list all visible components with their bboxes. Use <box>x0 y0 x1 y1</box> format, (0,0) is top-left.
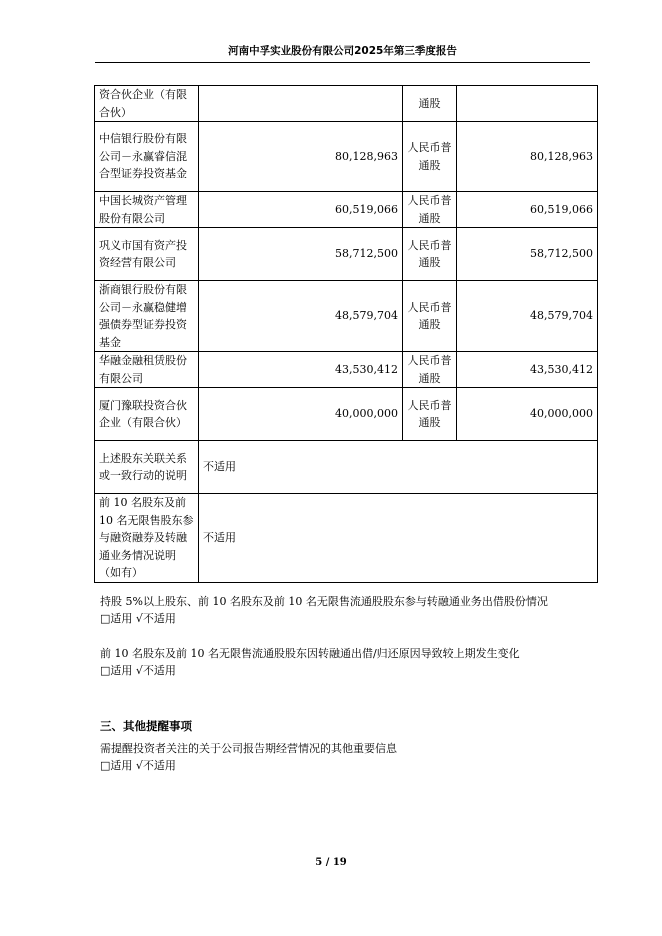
holder-name: 华融金融租赁股份有限公司 <box>95 352 199 388</box>
holder-name: 中信银行股份有限公司－永赢睿信混合型证券投资基金 <box>95 122 199 192</box>
table-row <box>95 388 598 441</box>
share-type: 人民币普通股 <box>403 281 457 352</box>
section-3 <box>100 740 397 774</box>
share-count: 60,519,066 <box>457 192 598 228</box>
section-1-text: 持股 5%以上股东、前 10 名股东及前 10 名无限售流通股股东参与转融通业务出借股份情况 <box>100 595 548 608</box>
share-type: 人民币普通股 <box>403 388 457 441</box>
holder-quantity: 80,128,963 <box>199 122 403 192</box>
holder-quantity: 60,519,066 <box>199 192 403 228</box>
section-3-text: 需提醒投资者关注的关于公司报告期经营情况的其他重要信息 <box>100 742 397 755</box>
page-header: 河南中孚实业股份有限公司2025年第三季度报告 <box>95 43 590 63</box>
share-count: 43,530,412 <box>457 352 598 388</box>
section-2-text: 前 10 名股东及前 10 名无限售流通股股东因转融通出借/归还原因导致较上期发生变化 <box>100 647 520 660</box>
holder-name: 中国长城资产管理股份有限公司 <box>95 192 199 228</box>
table-row <box>95 86 598 122</box>
share-type: 通股 <box>403 86 457 122</box>
holder-name: 资合伙企业（有限合伙） <box>95 86 199 122</box>
share-type: 人民币普通股 <box>403 192 457 228</box>
holder-quantity: 40,000,000 <box>199 388 403 441</box>
table-row <box>95 122 598 192</box>
holder-quantity: 43,530,412 <box>199 352 403 388</box>
table-row <box>95 352 598 388</box>
share-count: 48,579,704 <box>457 281 598 352</box>
share-count: 40,000,000 <box>457 388 598 441</box>
note-label: 前 10 名股东及前 10 名无限售股东参与融资融券及转融通业务情况说明（如有） <box>95 494 199 583</box>
share-type: 人民币普通股 <box>403 122 457 192</box>
share-count: 80,128,963 <box>457 122 598 192</box>
table-row <box>95 228 598 281</box>
holder-name: 浙商银行股份有限公司－永赢稳健增强债券型证券投资基金 <box>95 281 199 352</box>
note-value: 不适用 <box>199 494 598 583</box>
share-type: 人民币普通股 <box>403 352 457 388</box>
share-count <box>457 86 598 122</box>
share-type: 人民币普通股 <box>403 228 457 281</box>
table-row <box>95 281 598 352</box>
note-value: 不适用 <box>199 441 598 494</box>
section-2 <box>100 645 520 679</box>
holder-name: 巩义市国有资产投资经营有限公司 <box>95 228 199 281</box>
page-number: 5 / 19 <box>315 857 347 868</box>
section-3-choice: □适用 √不适用 <box>100 759 176 772</box>
share-count: 58,712,500 <box>457 228 598 281</box>
shareholders-table <box>94 85 598 583</box>
table-row <box>95 441 598 494</box>
section-1-choice: □适用 √不适用 <box>100 612 176 625</box>
holder-quantity <box>199 86 403 122</box>
holder-quantity: 48,579,704 <box>199 281 403 352</box>
table-row <box>95 192 598 228</box>
table-row <box>95 494 598 583</box>
holder-name: 厦门豫联投资合伙企业（有限合伙） <box>95 388 199 441</box>
section-1 <box>100 593 548 627</box>
holder-quantity: 58,712,500 <box>199 228 403 281</box>
section-3-heading: 三、其他提醒事项 <box>100 719 192 733</box>
note-label: 上述股东关联关系或一致行动的说明 <box>95 441 199 494</box>
section-2-choice: □适用 √不适用 <box>100 664 176 677</box>
